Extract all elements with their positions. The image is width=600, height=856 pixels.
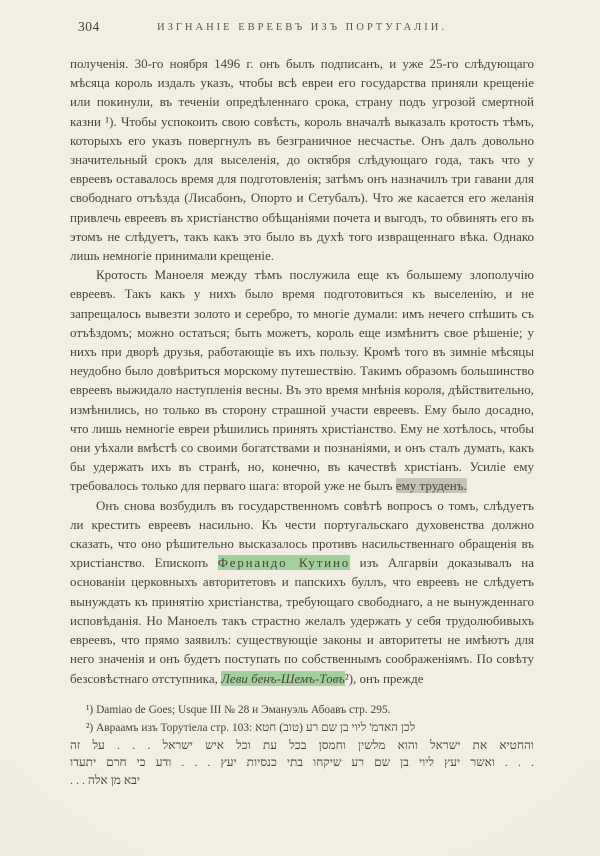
body-text [70,54,534,688]
footnote-marker: ²) [86,721,97,734]
running-title: ИЗГНАНІЕ ЕВРЕЕВЪ ИЗЪ ПОРТУГАЛІИ. [157,22,447,33]
paragraph [70,54,534,265]
paragraph [70,496,534,688]
footnote-text: Авраамъ изъ Торутіела стр. 103: [96,721,253,734]
footnote-text: Damiao de Goes; Usque III № 28 и Эмануэль Абоавъ стр. 295. [96,703,391,716]
text-segment: ²), онъ прежде [344,670,424,686]
search-highlight: Леви бенъ-Шемъ-Товъ [221,670,345,686]
footnote-hebrew-line: . . . ואשר יעץ ליוי בן שם רע שיקחו בתי כנסיות יעץ . . . ודע כי חרם יתעדו [70,755,534,770]
footnote-marker: ¹) [86,703,97,716]
footnote [70,719,534,737]
text-segment: Кротость Маноеля между тѣмъ послужила еще къ большему злополучію евреевъ. Такъ какъ у нихъ было время подготовиться къ выселенію, и не запрещалось вывезти золото и серебро, то многіе думали: имъ нечего спѣшить съ отъѣздомъ; можно остаться; быть можетъ, король еще измѣнитъ свое рѣшеніе; у нихъ при дворѣ друзья, работающіе въ ихъ пользу. Кромѣ того въ зимніе мѣсяцы неудобно было довѣриться морскому путешествію. Такимъ образомъ большинство евреевъ выжидало наступленія весны. Въ это время мнѣнія короля, дѣйствительно, измѣнились, но только въ сторону страшной участи евреевъ. Ему было досадно, что лишь немногіе евреи рѣшились принять христіанство. Ему не хотѣлось, чтобы они уѣхали вмѣстѣ со своими богатствами и познаніями, и онъ сталъ думать, какъ бы удержать ихъ въ странѣ, но, конечно, въ качествѣ христіанъ. Усиліе ему требовалось только для перваго шага: второй уже не былъ [70,267,534,494]
search-highlight: ему труденъ. [395,478,467,494]
text-segment: изъ Алгарвіи доказывалъ на основаніи церковныхъ авторитетовъ и папскихъ буллъ, что евреевъ не слѣдуетъ вынуждать къ принятію христіанства, требующаго свободнаго, а не вынужденнаго исповѣданія. Но Маноелъ такъ страстно желалъ удержать у себя трудолюбивыхъ евреевъ, что прямо заявилъ: существующіе законы и авторитеты не имѣютъ для него значенія и онъ будетъ поступать по собственнымъ соображеніямъ. По совѣту безсовѣстнаго отступника, [70,555,534,686]
search-highlight: Фернандо Кутино [217,555,350,571]
page-header [70,18,534,38]
page-number: 304 [78,19,100,34]
footnote-hebrew-line: יבא מן אלה . . . [70,772,141,787]
footnote-hebrew-line: והחטיא את ישראל והוא מלשין וחמסן בכל עת וכל איש ישראל . . . על זה [70,737,534,752]
text-segment: полученія. 30-го ноября 1496 г. онъ былъ подписанъ, и уже 25-го слѣдующаго мѣсяца король издалъ указъ, чтобы всѣ евреи его государства приняли крещеніе или покинули, въ теченіи опредѣленнаго срока, страну подъ угрозой смертной казни ¹). Чтобы успокоить свою совѣсть, король вначалѣ выказалъ кротость тѣмъ, которыхъ его указъ повергнулъ въ безграничное несчастье. Онъ далъ довольно значительный срокъ для выселенія, до октября слѣдующаго года, такъ что у евреевъ оставалось время для подготовленія; затѣмъ онъ назначилъ три гавани для свободнаго отъѣзда (Лисабонъ, Опорто и Сетубалъ). Что же касается его желанія привлечь евреевъ въ христіанство обѣщаніями почета и выгодъ, то обвинять его въ этомъ не слѣдуетъ, такъ какъ это было въ духѣ того извращеннаго вѣка. Однако лишь немногіе принимали крещеніе. [70,56,534,264]
footnote-hebrew-text: לכן האדמ' ליוי בן שם רע (טוב) חטא [255,719,416,734]
paragraph [70,265,534,495]
text-segment: Онъ снова возбудилъ въ государственномъ совѣтѣ вопросъ о томъ, слѣдуетъ ли крестить евреевъ насильно. Къ чести португальскаго духовенства должно сказать, что оно рѣшительно высказалось противъ насильственнаго обращенія въ христіанство. Епископъ [70,497,534,571]
footnotes [70,702,534,790]
footnote [70,702,534,719]
